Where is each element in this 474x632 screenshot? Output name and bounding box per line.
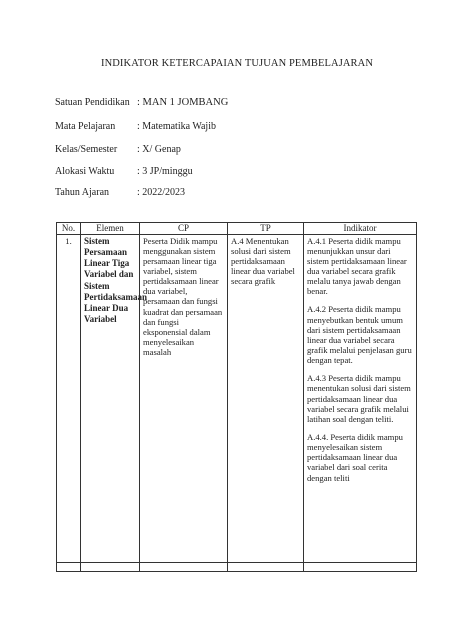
info-label: Kelas/Semester <box>55 144 118 155</box>
cell-no: 1. <box>57 234 81 562</box>
info-value: : X/ Genap <box>137 144 181 155</box>
empty-cell <box>57 562 81 571</box>
info-value: : 2022/2023 <box>137 187 186 198</box>
info-value: : MAN 1 JOMBANG <box>137 97 229 108</box>
info-label: Tahun Ajaran <box>55 187 110 198</box>
document-title: INDIKATOR KETERCAPAIAN TUJUAN PEMBELAJARAN <box>100 58 374 69</box>
info-label: Satuan Pendidikan <box>55 97 130 108</box>
info-label: Mata Pelajaran <box>55 121 116 132</box>
table-row <box>57 234 417 562</box>
cell-tp: A.4 Menentukan solusi dari sistem pertidaksamaan linear dua variabel secara grafik <box>228 234 304 562</box>
table-header-row <box>57 223 417 235</box>
info-label: Alokasi Waktu <box>55 166 115 177</box>
header-elemen: Elemen <box>81 223 140 235</box>
indikator-table <box>56 222 417 572</box>
header-no: No. <box>57 223 81 235</box>
info-value: : Matematika Wajib <box>137 121 216 132</box>
empty-cell <box>140 562 228 571</box>
cell-indikator <box>304 234 417 562</box>
indikator-item: A.4.4. Peserta didik mampu menyelesaikan sistem pertidaksamaan linear dua variabel dari soal cerita dengan teliti <box>307 432 403 483</box>
cell-elemen: Sistem Persamaan Linear Tiga Variabel dan Sistem Pertidaksamaan Linear Dua Variabel <box>81 234 140 562</box>
info-value: : 3 JP/minggu <box>137 166 193 177</box>
empty-cell <box>228 562 304 571</box>
cell-cp: Peserta Didik mampu menggunakan sistem persamaan linear tiga variabel, sistem pertidaksamaan linear dua variabel, persamaan dan fungsi kuadrat dan persamaan dan fungsi eksponensial dalam menyelesaikan masalah <box>140 234 228 562</box>
header-indikator: Indikator <box>304 223 417 235</box>
indikator-item: A.4.2 Peserta didik mampu menyebutkan bentuk umum dari sistem pertidaksamaan linear dua variabel secara grafik melalui penjelasan guru dengan tepat. <box>307 304 412 366</box>
indikator-item: A.4.1 Peserta didik mampu menunjukkan unsur dari sistem pertidaksamaan linear dua variabel secara grafik melalu tanya jawab dengan benar. <box>307 235 407 297</box>
table-row-empty <box>57 562 417 571</box>
header-cp: CP <box>140 223 228 235</box>
empty-cell <box>304 562 417 571</box>
empty-cell <box>81 562 140 571</box>
indikator-item: A.4.3 Peserta didik mampu menentukan solusi dari sistem pertidaksamaan linear dua variabel secara grafik melalui latihan soal dengan teliti. <box>307 373 411 424</box>
header-tp: TP <box>228 223 304 235</box>
